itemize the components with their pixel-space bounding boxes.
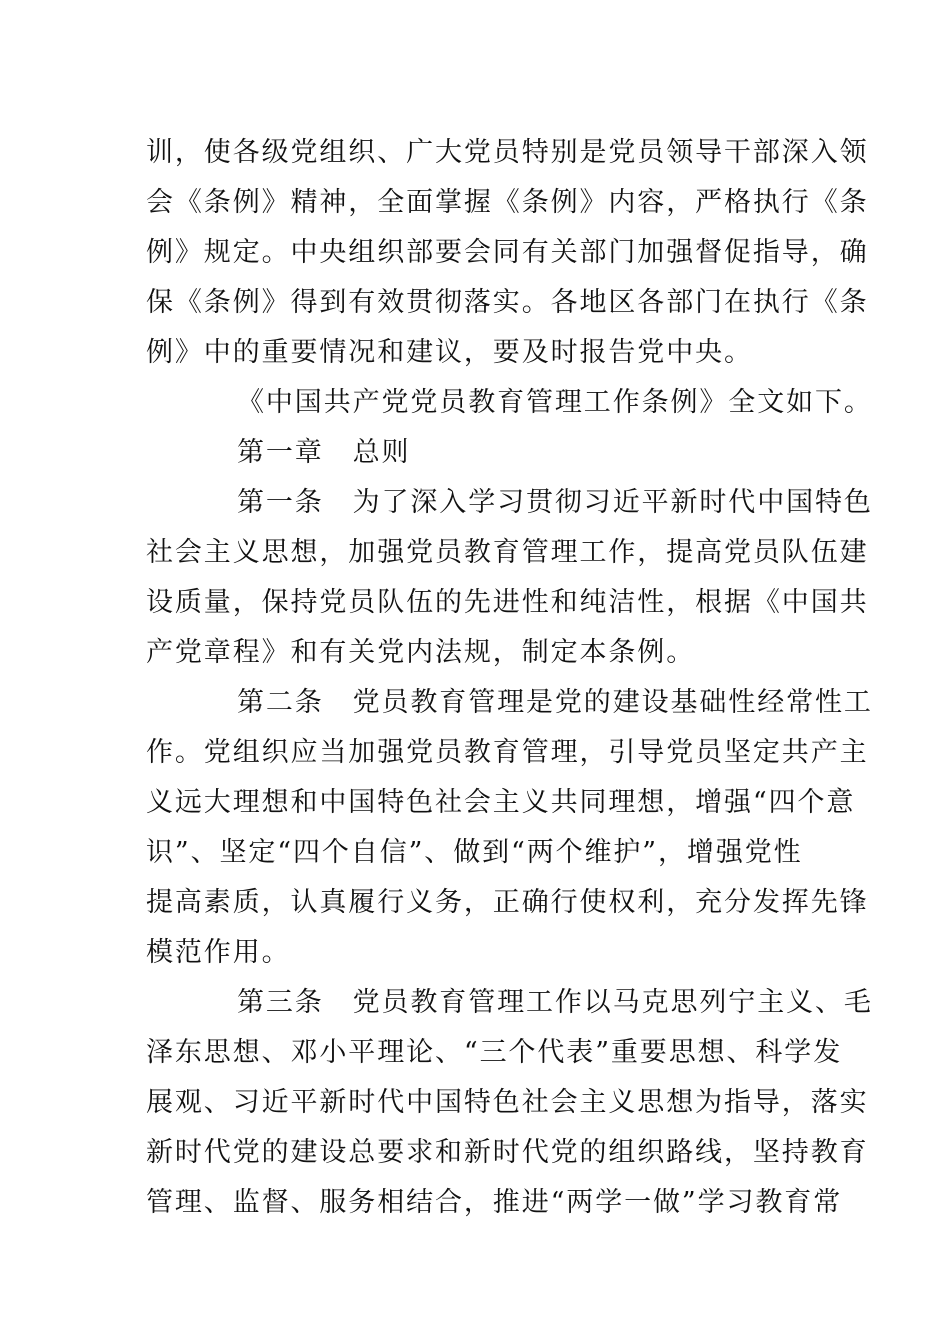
body-text-line: 展观、习近平新时代中国特色社会主义思想为指导，落实 — [146, 1087, 869, 1118]
body-text-line: 新时代党的建设总要求和新时代党的组织路线，坚持教育 — [146, 1137, 869, 1168]
article-first-line: 第一条 为了深入学习贯彻习近平新时代中国特色 — [237, 487, 873, 518]
article-first-line: 第三条 党员教育管理工作以马克思列宁主义、毛 — [237, 987, 873, 1018]
body-text-line: 保《条例》得到有效贯彻落实。各地区各部门在执行《条 — [146, 287, 869, 318]
body-text-line: 义远大理想和中国特色社会主义共同理想，增强“四个意 — [146, 787, 856, 818]
body-text-line: 产党章程》和有关党内法规，制定本条例。 — [146, 637, 696, 668]
body-text-line: 设质量，保持党员队伍的先进性和纯洁性，根据《中国共 — [146, 587, 869, 618]
body-text-line: 泽东思想、邓小平理论、“三个代表”重要思想、科学发 — [146, 1037, 843, 1068]
body-text-line: 识”、坚定“四个自信”、做到“两个维护”，增强党性 — [146, 837, 803, 868]
body-text-line: 训，使各级党组织、广大党员特别是党员领导干部深入领 — [146, 137, 869, 168]
body-text-line: 会《条例》精神，全面掌握《条例》内容，严格执行《条 — [146, 187, 869, 218]
body-text-line: 社会主义思想，加强党员教育管理工作，提高党员队伍建 — [146, 537, 869, 568]
chapter-heading: 第一章 总则 — [237, 437, 411, 468]
body-text-line: 管理、监督、服务相结合，推进“两学一做”学习教育常 — [146, 1187, 843, 1218]
body-text-line: 模范作用。 — [146, 937, 291, 968]
body-text-line: 例》中的重要情况和建议，要及时报告党中央。 — [146, 337, 753, 368]
body-text-line: 提高素质，认真履行义务，正确行使权利，充分发挥先锋 — [146, 887, 869, 918]
intro-line: 《中国共产党党员教育管理工作条例》全文如下。 — [237, 387, 873, 418]
article-first-line: 第二条 党员教育管理是党的建设基础性经常性工 — [237, 687, 873, 718]
body-text-line: 作。党组织应当加强党员教育管理，引导党员坚定共产主 — [146, 737, 869, 768]
body-text-line: 例》规定。中央组织部要会同有关部门加强督促指导，确 — [146, 237, 869, 268]
